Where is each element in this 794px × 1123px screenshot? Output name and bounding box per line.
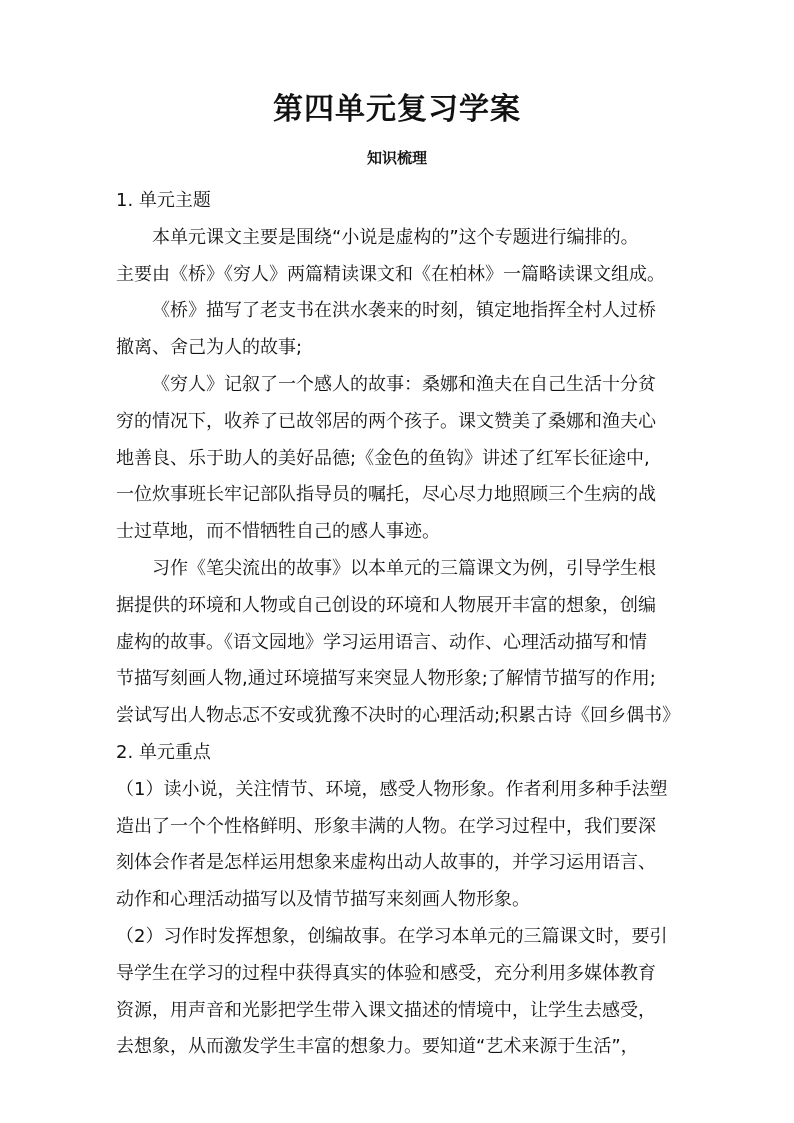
document-body	[116, 183, 688, 1066]
text-line: 去想象，从而激发学生丰富的想象力。要知道“艺术来源于生活”，	[116, 1036, 639, 1058]
text-line: 习作《笔尖流出的故事》以本单元的三篇课文为例，引导学生根	[152, 557, 656, 579]
text-line: 撤离、舍己为人的故事;	[116, 337, 303, 359]
text-line: 造出了一个个性格鲜明、形象丰满的人物。在学习过程中，我们要深	[116, 815, 656, 837]
text-line: 本单元课文主要是围绕“小说是虚构的”这个专题进行编排的。	[152, 226, 639, 248]
text-line: 《穷人》记叙了一个感人的故事：桑娜和渔夫在自己生活十分贫	[152, 373, 656, 395]
text-line: 资源，用声音和光影把学生带入课文描述的情境中，让学生去感受，	[116, 999, 656, 1021]
text-line: （2）习作时发挥想象，创编故事。在学习本单元的三篇课文时，要引	[116, 925, 668, 947]
text-line: 一位炊事班长牢记部队指导员的嘱托，尽心尽力地照顾三个生病的战	[116, 484, 656, 506]
text-line: 穷的情况下，收养了已故邻居的两个孩子。课文赞美了桑娜和渔夫心	[116, 410, 656, 432]
text-line: 主要由《桥》《穷人》两篇精读课文和《在柏林》一篇略读课文组成。	[116, 263, 665, 285]
text-line: 士过草地，而不惜牺牲自己的感人事迹。	[116, 521, 440, 543]
page-title: 第四单元复习学案	[273, 92, 521, 127]
text-line: 动作和心理活动描写以及情节描写来刻画人物形象。	[116, 889, 530, 911]
text-line: 地善良、乐于助人的美好品德;《金色的鱼钩》讲述了红军长征途中,	[116, 447, 650, 469]
text-line: 《桥》描写了老支书在洪水袭来的时刻，镇定地指挥全村人过桥	[152, 300, 656, 322]
text-line: （1）读小说，关注情节、环境，感受人物形象。作者利用多种手法塑	[116, 778, 668, 800]
text-line: 1. 单元主题	[116, 190, 211, 211]
text-line: 导学生在学习的过程中获得真实的体验和感受，充分利用多媒体教育	[116, 962, 656, 984]
text-line: 虚构的故事。《语文园地》学习运用语言、动作、心理活动描写和情	[116, 631, 647, 653]
text-line: 据提供的环境和人物或自己创设的环境和人物展开丰富的想象，创编	[116, 594, 656, 616]
text-line: 刻体会作者是怎样运用想象来虚构出动人故事的，并学习运用语言、	[116, 852, 656, 874]
section-subtitle: 知识梳理	[366, 149, 427, 167]
text-line: 2. 单元重点	[116, 741, 211, 763]
text-line: 尝试写出人物忐忑不安或犹豫不决时的心理活动;积累古诗《回乡偶书》	[116, 705, 681, 727]
text-line: 节描写刻画人物,通过环境描写来突显人物形象;了解情节描写的作用;	[116, 668, 656, 690]
